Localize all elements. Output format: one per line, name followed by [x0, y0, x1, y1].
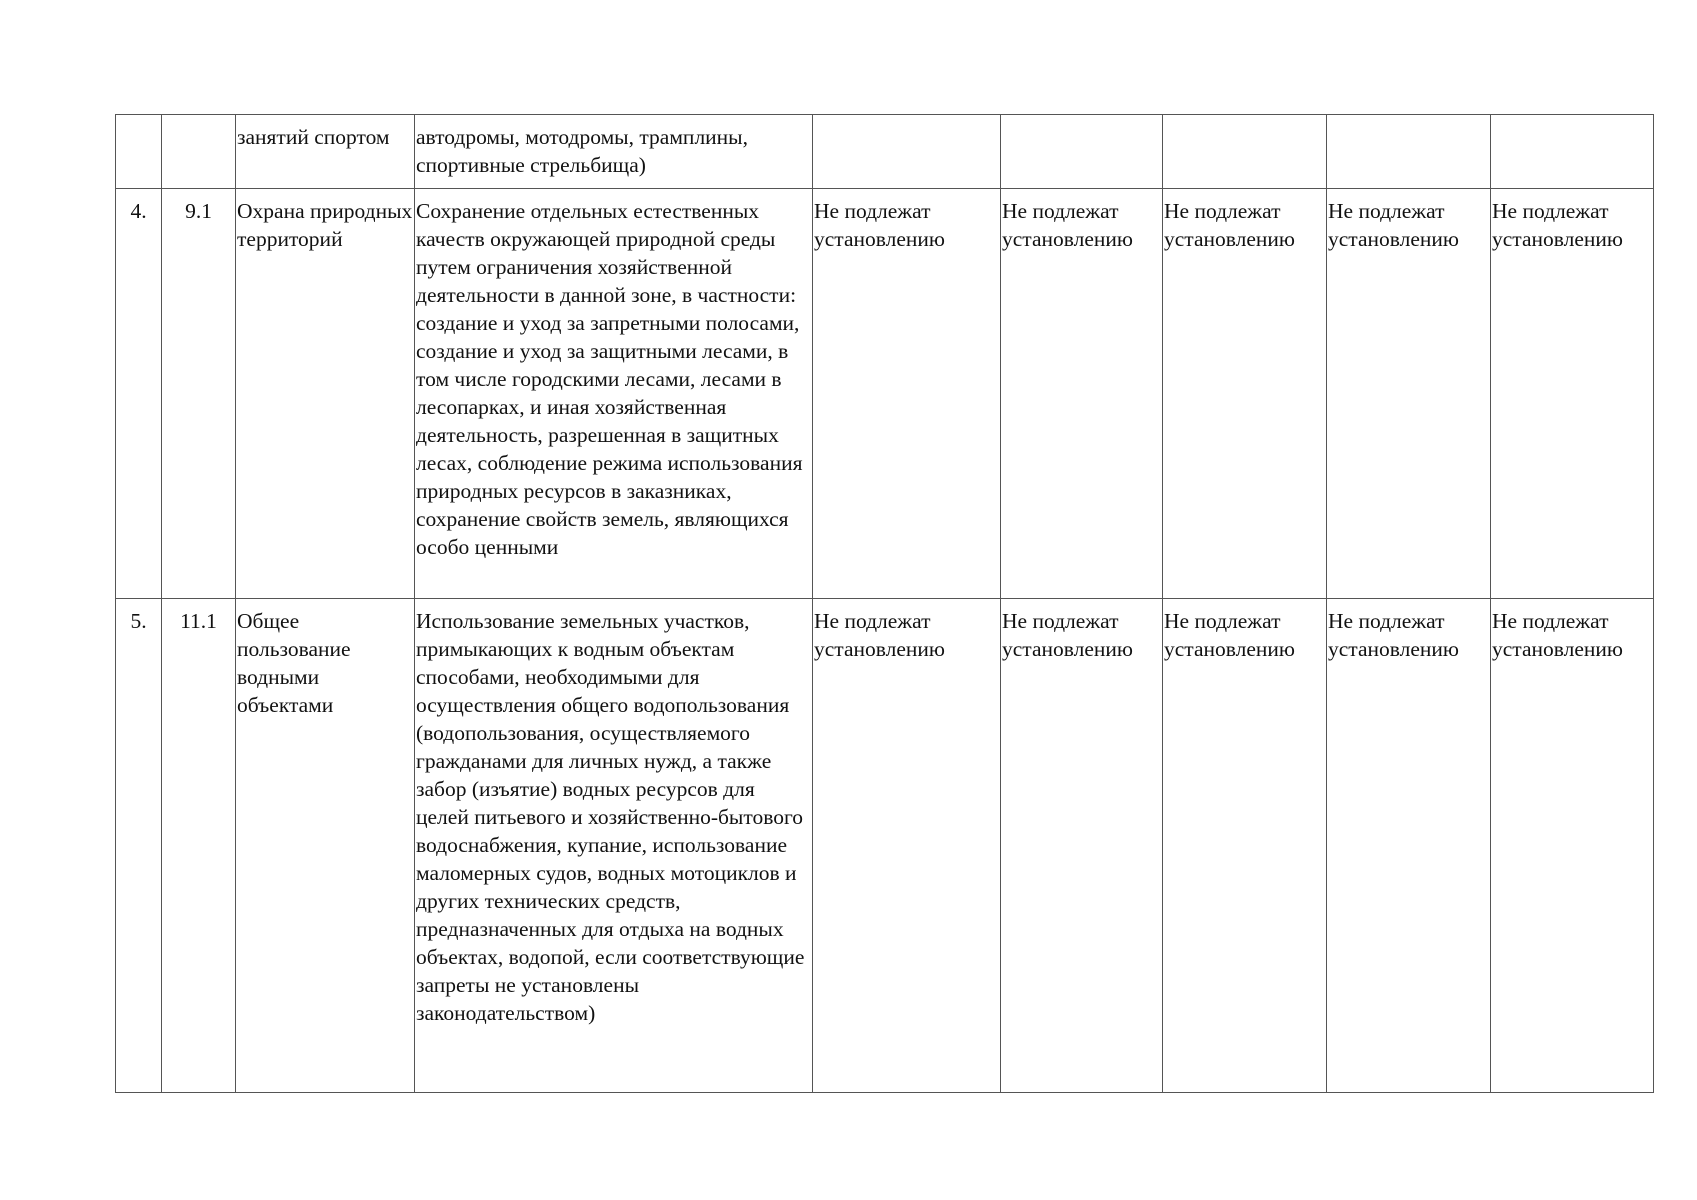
row-number-cell: 4.: [116, 189, 162, 599]
parameter-cell: Не подлежат установлению: [1001, 599, 1163, 1093]
use-name-cell: Охрана природных территорий: [236, 189, 415, 599]
parameter-cell: Не подлежат установлению: [1001, 189, 1163, 599]
parameter-cell: [1491, 115, 1654, 189]
use-code-cell: [162, 115, 236, 189]
use-code-cell: 11.1: [162, 599, 236, 1093]
parameter-cell: [1163, 115, 1327, 189]
parameter-cell: Не подлежат установлению: [1327, 599, 1491, 1093]
parameter-cell: Не подлежат установлению: [1491, 189, 1654, 599]
table-row: [116, 115, 1654, 189]
row-number-cell: [116, 115, 162, 189]
use-description-cell: автодромы, мотодромы, трамплины, спортивные стрельбища): [415, 115, 813, 189]
use-code-cell: 9.1: [162, 189, 236, 599]
use-name-cell: занятий спортом: [236, 115, 415, 189]
parameter-cell: Не подлежат установлению: [1163, 189, 1327, 599]
parameter-cell: [1001, 115, 1163, 189]
use-name-cell: Общее пользование водными объектами: [236, 599, 415, 1093]
parameter-cell: Не подлежат установлению: [1327, 189, 1491, 599]
use-description-cell: Сохранение отдельных естественных качеств окружающей природной среды путем ограничения хозяйственной деятельности в данной зоне, в частности: создание и уход за запретными полосами, создание и уход за защитными лесами, в том числе городскими лесами, лесами в лесопарках, и иная хозяйственная деятельность, разрешенная в защитных лесах, соблюдение режима использования природных ресурсов в заказниках, сохранение свойств земель, являющихся особо ценными: [415, 189, 813, 599]
row-number-cell: 5.: [116, 599, 162, 1093]
parameter-cell: Не подлежат установлению: [813, 599, 1001, 1093]
land-use-table: [115, 114, 1654, 1093]
parameter-cell: Не подлежат установлению: [1163, 599, 1327, 1093]
parameter-cell: Не подлежат установлению: [813, 189, 1001, 599]
table-row: [116, 189, 1654, 599]
parameter-cell: [813, 115, 1001, 189]
use-description-cell: Использование земельных участков, примыкающих к водным объектам способами, необходимыми для осуществления общего водопользования (водопользования, осуществляемого гражданами для личных нужд, а также забор (изъятие) водных ресурсов для целей питьевого и хозяйственно-бытового водоснабжения, купание, использование маломерных судов, водных мотоциклов и других технических средств, предназначенных для отдыха на водных объектах, водопой, если соответствующие запреты не установлены законодательством): [415, 599, 813, 1093]
parameter-cell: [1327, 115, 1491, 189]
table-row: [116, 599, 1654, 1093]
parameter-cell: Не подлежат установлению: [1491, 599, 1654, 1093]
